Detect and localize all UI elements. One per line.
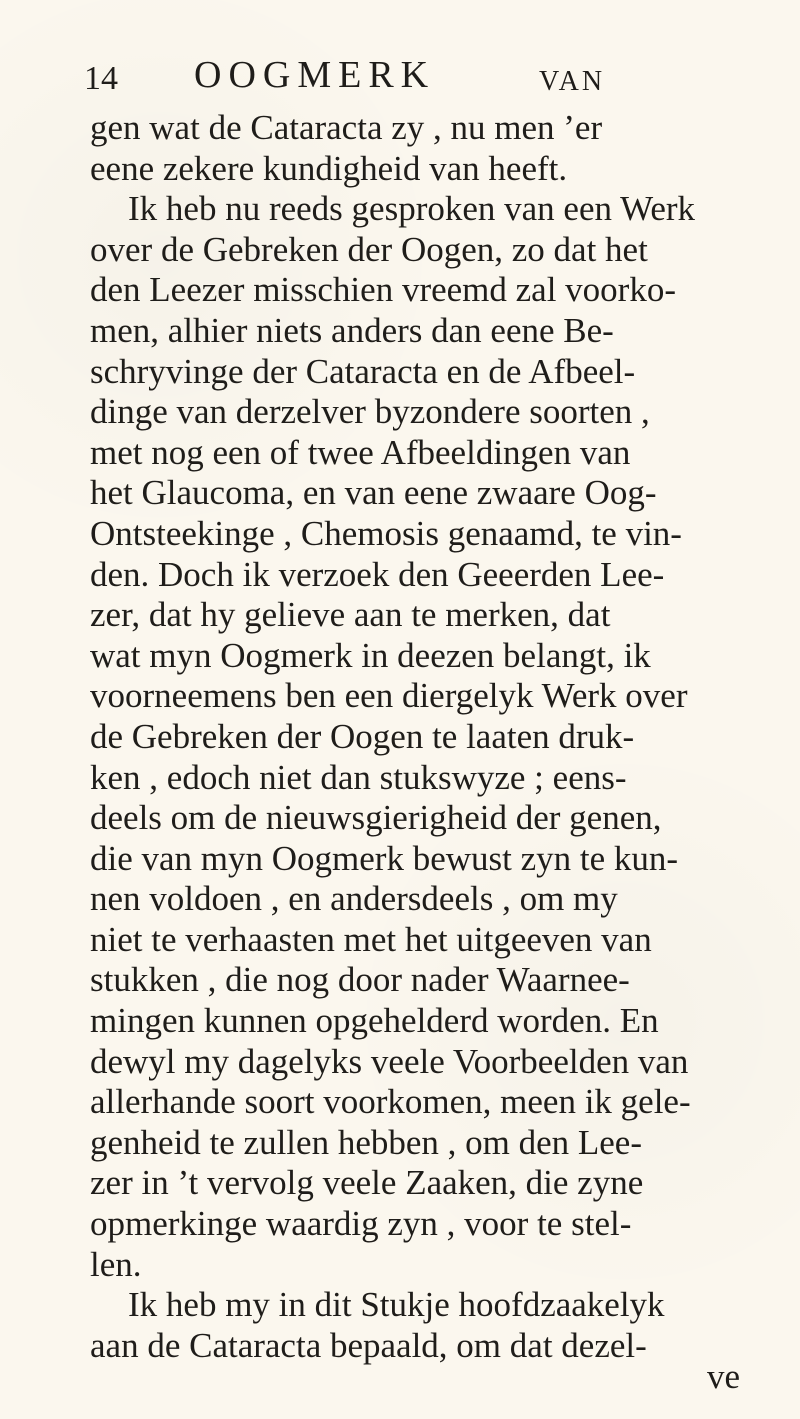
text-line: voorneemens ben een diergelyk Werk over: [90, 676, 688, 716]
text-line: niet te verhaasten met het uitgeeven van: [90, 919, 652, 959]
text-line: Ontsteekinge , Chemosis genaamd, te vin-: [90, 513, 682, 553]
text-line: men, alhier niets anders dan eene Be-: [90, 310, 614, 350]
text-line: den. Doch ik verzoek den Geeerden Lee-: [90, 554, 665, 594]
text-line: opmerkinge waardig zyn , voor te stel-: [90, 1204, 632, 1244]
text-line: zer in ’t vervolg veele Zaaken, die zyne: [90, 1163, 644, 1203]
page-number: 14: [84, 60, 118, 97]
text-line: met nog een of twee Afbeeldingen van: [90, 432, 631, 472]
text-line: ken , edoch niet dan stukswyze ; eens-: [90, 757, 627, 797]
text-line: stukken , die nog door nader Waarnee-: [90, 960, 630, 1000]
text-line: die van myn Oogmerk bewust zyn te kun-: [90, 838, 679, 878]
running-head-continuation: VAN: [539, 66, 606, 97]
text-line: Ik heb nu reeds gesproken van een Werk: [128, 189, 696, 229]
text-line: wat myn Oogmerk in deezen belangt, ik: [90, 635, 651, 675]
text-line: eene zekere kundigheid van heeft.: [90, 148, 568, 188]
catchword: ve: [706, 1357, 740, 1396]
text-line: len.: [90, 1244, 142, 1284]
text-line: nen voldoen , en andersdeels , om my: [90, 879, 618, 919]
text-line: Ik heb my in dit Stukje hoofdzaakelyk: [128, 1285, 665, 1325]
text-line: deels om de nieuwsgierigheid der genen,: [90, 798, 662, 838]
text-line: schryvinge der Cataracta en de Afbeel-: [90, 351, 636, 391]
text-line: zer, dat hy gelieve aan te merken, dat: [90, 595, 611, 635]
page-header: [84, 50, 724, 100]
text-line: aan de Cataracta bepaald, om dat dezel-: [90, 1325, 647, 1365]
page-text: [90, 108, 740, 1366]
text-line: den Leezer misschien vreemd zal voorko-: [90, 270, 676, 310]
text-line: het Glaucoma, en van eene zwaare Oog-: [90, 473, 657, 513]
text-line: over de Gebreken der Oogen, zo dat het: [90, 229, 648, 269]
text-line: de Gebreken der Oogen te laaten druk-: [90, 716, 635, 756]
text-line: dinge van derzelver byzondere soorten ,: [90, 392, 650, 432]
text-line: gen wat de Cataracta zy , nu men ’er: [90, 108, 603, 147]
text-line: mingen kunnen opgehelderd worden. En: [90, 1001, 659, 1041]
text-line: allerhande soort voorkomen, meen ik gele-: [90, 1082, 691, 1122]
text-line: dewyl my dagelyks veele Voorbeelden van: [90, 1041, 689, 1081]
text-line: genheid te zullen hebben , om den Lee-: [90, 1122, 643, 1162]
running-head: OOGMERK: [194, 54, 436, 96]
